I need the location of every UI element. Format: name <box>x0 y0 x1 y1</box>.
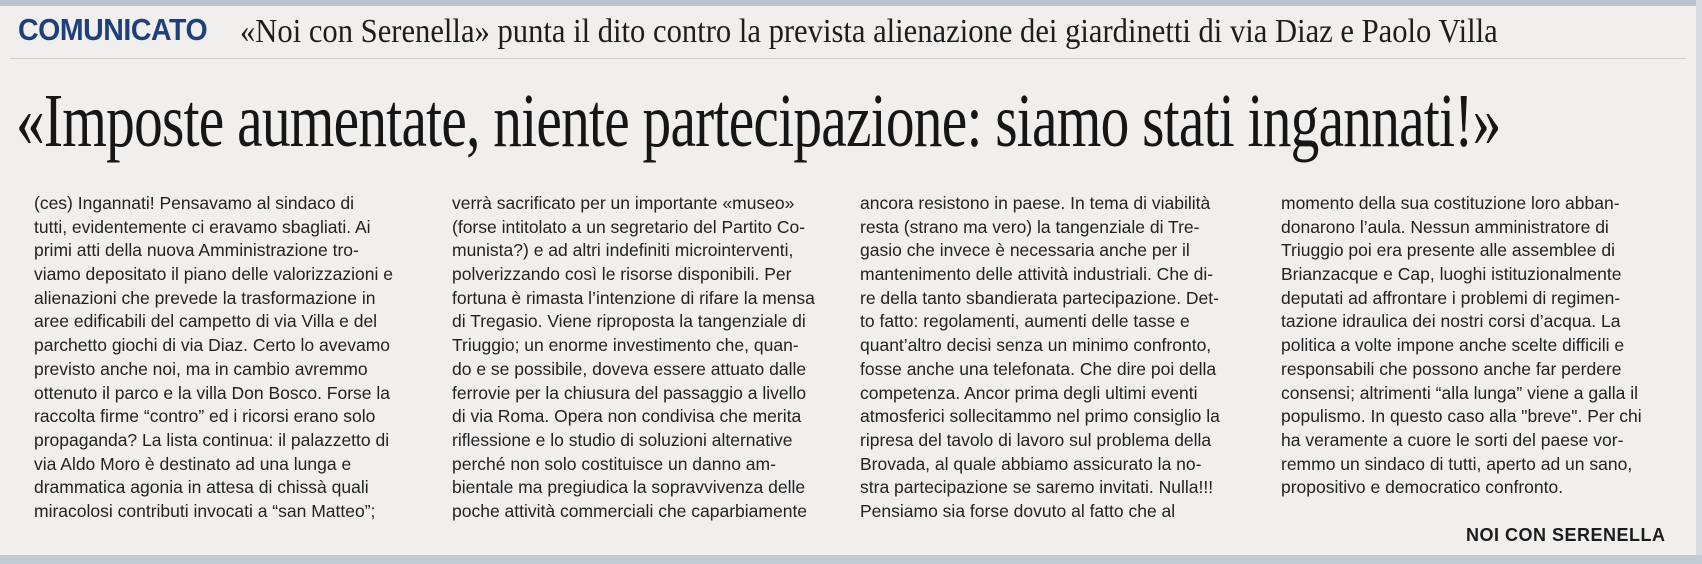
article-line: polverizzando così le risorse disponibili. Per <box>452 264 792 285</box>
section-label: COMUNICATO <box>18 12 208 47</box>
article-line: parchetto giochi di via Diaz. Certo lo avevamo <box>34 335 391 356</box>
article-line: via Aldo Moro è destinato ad una lunga e <box>34 453 352 474</box>
article-line: aree edificabili del campetto di via Villa e del <box>34 311 378 332</box>
article-line: fortuna è rimasta l’intenzione di rifare la mensa <box>452 287 815 308</box>
article-line: propositivo e democratico confronto. <box>1281 477 1564 498</box>
article-line: tutti, evidentemente ci eravamo sbagliati. Ai <box>34 216 371 237</box>
article-line: di Tregasio. Viene riproposta la tangenziale di <box>452 311 806 332</box>
article-line: ripresa del tavolo di lavoro sul problema della <box>860 429 1212 450</box>
article-line: to fatto: regolamenti, aumenti delle tasse e <box>860 311 1190 332</box>
article-line: drammatica agonia in attesa di chissà quali <box>34 477 369 498</box>
article-line: Triuggio; un enorme investimento che, quan- <box>452 335 799 356</box>
article-line: do e se possibile, doveva essere attuato dalle <box>452 358 807 379</box>
article-line: di via Roma. Opera non condivisa che merita <box>452 406 802 427</box>
article-line: munista?) e ad altri indefiniti microinterventi, <box>452 240 794 261</box>
article-line: gasio che invece è necessaria anche per il <box>860 240 1190 261</box>
article-line: donarono l’aula. Nessun amministratore di <box>1281 216 1609 237</box>
kicker-row <box>18 12 1688 52</box>
article-line: momento della sua costituzione loro abban- <box>1281 193 1620 213</box>
kicker-subtitle: «Noi con Serenella» punta il dito contro la prevista alienazione dei giardinetti di via Diaz e Paolo Villa <box>240 13 1498 50</box>
article-line: resta (strano ma vero) la tangenziale di Tre- <box>860 216 1200 237</box>
article-line: propaganda? La lista continua: il palazzetto di <box>34 429 390 450</box>
scan-border-bottom <box>0 555 1702 564</box>
article-line: raccolta firme “contro” ed i ricorsi erano solo <box>34 406 376 427</box>
article-column-2 <box>452 192 822 524</box>
article-line: fosse anche una telefonata. Che dire poi della <box>860 358 1217 379</box>
article-line: miracolosi contributi invocati a “san Matteo”; <box>34 500 376 521</box>
article-line: ottenuto il parco e la villa Don Bosco. Forse la <box>34 382 391 403</box>
article-line: ferrovie per la chiusura del passaggio a livello <box>452 382 807 403</box>
article-line: ha veramente a cuore le sorti del paese vor- <box>1281 429 1624 450</box>
article-line: primi atti della nuova Amministrazione tro- <box>34 240 359 261</box>
article-line: re della tanto sbandierata partecipazione. Det- <box>860 287 1219 308</box>
article-line: atmosferici sollecitammo nel primo consiglio la <box>860 406 1220 427</box>
article-line: perché non solo costituisce un danno am- <box>452 453 776 474</box>
article-line: (forse intitolato a un segretario del Partito Co- <box>452 216 806 237</box>
article-line: competenza. Ancor prima degli ultimi eventi <box>860 382 1198 403</box>
article-line: alienazioni che prevede la trasformazione in <box>34 287 376 308</box>
article-line: previsto anche noi, ma in cambio avremmo <box>34 358 368 379</box>
article-line: populismo. In questo caso alla "breve". Per chi <box>1281 406 1642 427</box>
article-line: ancora resistono in paese. In tema di viabilità <box>860 193 1211 213</box>
article-line: Pensiamo sia forse dovuto al fatto che al <box>860 500 1176 521</box>
article-line: bientale ma pregiudica la sopravvivenza delle <box>452 477 806 498</box>
scan-border-right <box>1696 0 1702 564</box>
article-line: quant’altro decisi senza un minimo confronto, <box>860 335 1212 356</box>
article-line: mantenimento delle attività industriali. Che di- <box>860 264 1214 285</box>
article-line: riflessione e lo studio di soluzioni alternative <box>452 429 793 450</box>
article-line: responsabili che possono anche far perdere <box>1281 358 1622 379</box>
article-line: verrà sacrificato per un importante «museo» <box>452 193 795 213</box>
article-line: viamo depositato il piano delle valorizzazioni e <box>34 264 393 285</box>
headline: «Imposte aumentate, niente partecipazione: siamo stati ingannati!» <box>16 79 1501 163</box>
article-line: poche attività commerciali che caparbiamente <box>452 500 808 521</box>
article-line: tazione idraulica dei nostri corsi d’acqua. La <box>1281 311 1621 332</box>
signature: NOI CON SERENELLA <box>1466 525 1666 545</box>
article-line: remmo un sindaco di tutti, aperto ad un sano, <box>1281 453 1633 474</box>
scan-border-top <box>0 0 1702 6</box>
divider-rule <box>10 58 1686 59</box>
article-line: stra partecipazione se saremo invitati. Nulla!!! <box>860 477 1214 498</box>
article-column-4 <box>1281 192 1681 500</box>
article-line: deputati ad affrontare i problemi di regimen- <box>1281 287 1621 308</box>
article-line: Brianzacque e Cap, luoghi istituzionalmente <box>1281 264 1622 285</box>
article-line: consensi; altrimenti “alla lunga” viene a galla il <box>1281 382 1638 403</box>
article-column-1 <box>34 192 404 524</box>
article-line: Brovada, al quale abbiamo assicurato la no- <box>860 453 1202 474</box>
article-column-3 <box>860 192 1240 524</box>
article-line: (ces) Ingannati! Pensavamo al sindaco di <box>34 193 355 213</box>
article-line: Triuggio poi era presente alle assemblee di <box>1281 240 1615 261</box>
article-line: politica a volte impone anche scelte difficili e <box>1281 335 1625 356</box>
